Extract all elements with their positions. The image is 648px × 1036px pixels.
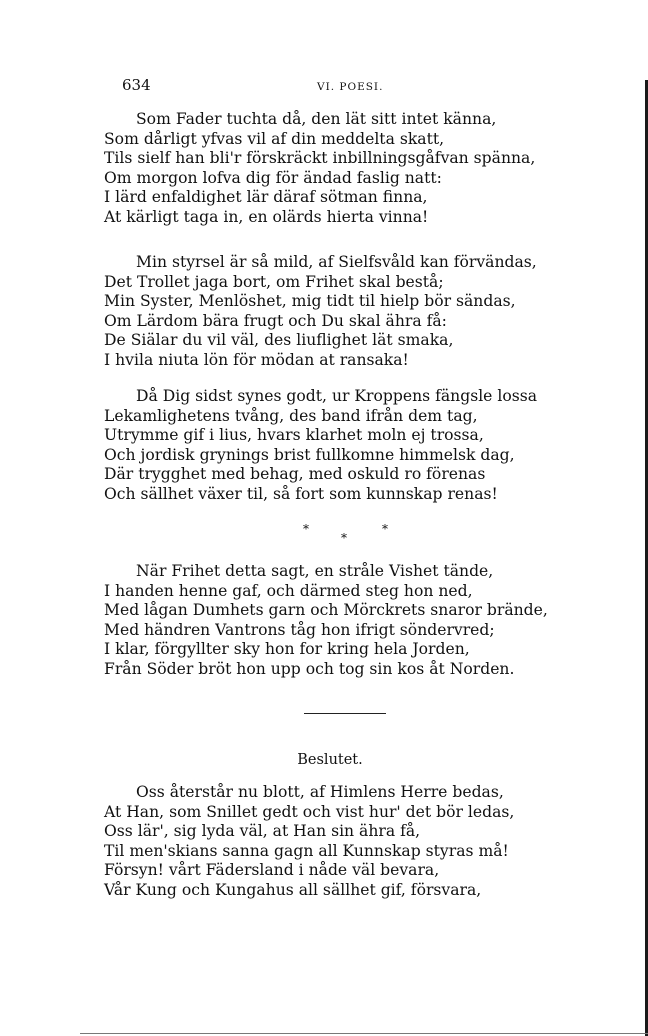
stanza-5 (104, 783, 564, 900)
stanza-4 (104, 562, 564, 679)
asterisk: * (341, 531, 347, 545)
verse-line: Lekamlighetens tvång, des band ifrån dem tag, (104, 406, 478, 425)
verse-line: Där trygghet med behag, med oskuld ro förenas (104, 465, 486, 483)
verse-line: Min styrsel är så mild, af Sielfsvåld kan förvändas, (136, 253, 537, 271)
verse-line: Min Syster, Menlöshet, mig tidt til hielp bör sändas, (104, 292, 516, 310)
verse-line: Oss återstår nu blott, af Himlens Herre bedas, (136, 783, 504, 801)
verse-line: Som Fader tuchta då, den lät sitt intet känna, (136, 110, 497, 128)
verse-line: Och sällhet växer til, så fort som kunnskap renas! (104, 484, 498, 503)
asterism-separator (300, 522, 400, 552)
verse-line: Oss lär', sig lyda väl, at Han sin ähra få, (104, 822, 421, 840)
verse-line: Som dårligt yfvas vil af din meddelta skatt, (104, 129, 445, 148)
stanza-1 (104, 110, 564, 227)
page-number: 634 (122, 76, 151, 94)
asterisk: * (303, 522, 309, 536)
verse-line: At kärligt taga in, en olärds hierta vinna! (104, 207, 429, 226)
stanza-3 (104, 387, 564, 504)
verse-line: Tils sielf han bli'r förskräckt inbillningsgåfvan spänna, (104, 149, 536, 167)
section-heading: Beslutet. (297, 752, 363, 768)
verse-line: Med lågan Dumhets garn och Mörckrets snaror brände, (104, 601, 548, 619)
verse-line: Det Trollet jaga bort, om Frihet skal bestå; (104, 272, 444, 291)
verse-line: Utrymme gif i lius, hvars klarhet moln ej trossa, (104, 426, 484, 444)
verse-line: Til men'skians sanna gagn all Kunnskap styras må! (104, 841, 509, 860)
running-head (122, 76, 542, 96)
verse-line: I hvila niuta lön för mödan at ransaka! (104, 350, 409, 369)
running-head-title: VI. POESI. (317, 81, 384, 93)
verse-line: Från Söder bröt hon upp och tog sin kos åt Norden. (104, 659, 515, 678)
verse-line: I lärd enfaldighet lär däraf sötman finna, (104, 188, 428, 206)
verse-line: De Siälar du vil väl, des liuflighet lät smaka, (104, 331, 454, 349)
verse-line: Om morgon lofva dig för ändad faslig natt: (104, 168, 442, 187)
verse-line: I handen henne gaf, och därmed steg hon ned, (104, 581, 473, 600)
stanza-2 (104, 253, 564, 370)
verse-line: At Han, som Snillet gedt och vist hur' det bör ledas, (104, 802, 515, 821)
verse-line: Om Lärdom bära frugt och Du skal ähra få: (104, 311, 447, 330)
section-divider-rule (304, 713, 386, 714)
verse-line: Och jordisk grynings brist fullkomne himmelsk dag, (104, 445, 515, 464)
verse-line: Då Dig sidst synes godt, ur Kroppens fängsle lossa (136, 387, 538, 405)
verse-line: Med händren Vantrons tåg hon ifrigt söndervred; (104, 620, 495, 639)
asterisk: * (382, 522, 388, 536)
verse-line: När Frihet detta sagt, en stråle Vishet tände, (136, 562, 494, 580)
verse-line: Vår Kung och Kungahus all sällhet gif, försvara, (104, 880, 482, 899)
verse-line: Försyn! vårt Fädersland i nåde väl bevara, (104, 861, 440, 879)
verse-line: I klar, förgyllter sky hon for kring hela Jorden, (104, 640, 470, 658)
page-bottom-edge (80, 1033, 648, 1034)
